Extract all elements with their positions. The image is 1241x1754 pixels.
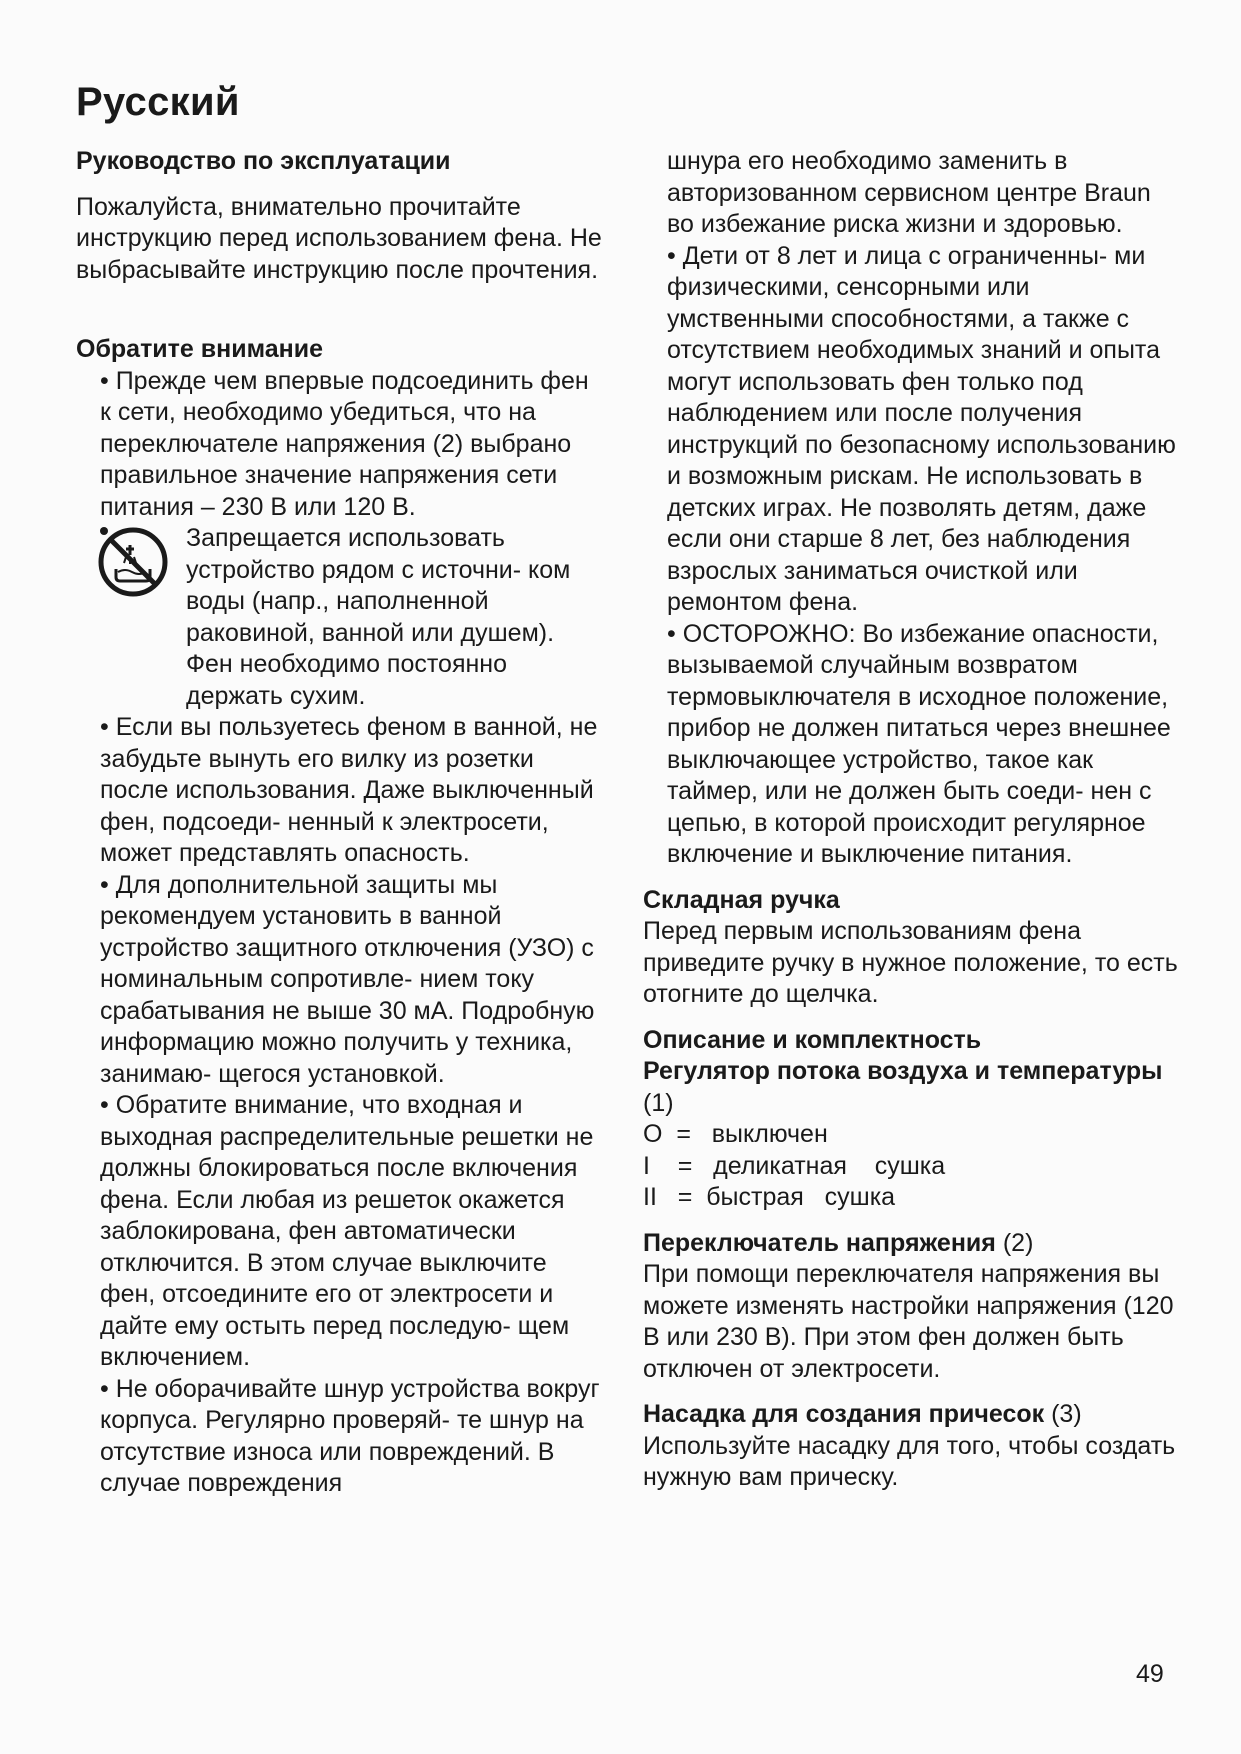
list-item: • Для дополнительной защиты мы рекомендуем установить в ванной устройство защитного отключения (УЗО) с номинальным сопротивле- нием току срабатывания не выше 30 мА. Подробную информацию можно получить у техника, занимаю- щегося установкой.	[100, 870, 606, 1091]
airflow-ref: (1)	[643, 1088, 674, 1117]
list-item: • Если вы пользуетесь феном в ванной, не забудьте вынуть его вилку из розетки после использования. Даже выключенный фен, подсоеди- ненный к электросети, может представлять опасность.	[100, 712, 606, 870]
safety-list	[76, 366, 606, 524]
list-item: • ОСТОРОЖНО: Во избежание опасности, вызываемой случайным возвратом термовыключателя в исходное положение, прибор не должен питаться через внешнее выключающее устройство, такое как таймер, или не должен быть соеди- нен с цепью, в которой происходит регулярное включение и выключение питания.	[667, 619, 1183, 871]
water-warning	[100, 523, 606, 712]
voltage-heading-line	[643, 1228, 1183, 1260]
handle-heading: Складная ручка	[643, 885, 840, 914]
position-fast: II = быстрая сушка	[643, 1183, 896, 1211]
attention-heading: Обратите внимание	[76, 335, 324, 363]
airflow-heading-line	[643, 1056, 1183, 1119]
left-column	[76, 146, 606, 1500]
warning-text: Запрещается использовать устройство рядом с источни- ком воды (напр., наполненной раковиной, ванной или душем). Фен необходимо постоянно держать сухим.	[186, 524, 571, 710]
manual-title: Руководство по эксплуатации	[76, 147, 451, 175]
list-item: • Обратите внимание, что входная и выходная распределительные решетки не должны блокироваться после включения фена. Если любая из решеток окажется заблокирована, фен автоматически отключится. В этом случае выключите фен, отсоедините его от электросети и дайте ему остыть перед последую- щем включением.	[100, 1090, 606, 1374]
page-number: 49	[1136, 1660, 1164, 1688]
right-column	[643, 146, 1183, 1494]
list-item-continued: шнура его необходимо заменить в авторизованном сервисном центре Braun во избежание риска жизни и здоровью.	[667, 147, 1151, 238]
positions-list	[643, 1119, 1183, 1214]
description-heading: Описание и комплектность	[643, 1025, 982, 1054]
nozzle-text: Используйте насадку для того, чтобы создать нужную вам прическу.	[643, 1431, 1176, 1491]
handle-text: Перед первым использованиям фена приведите ручку в нужное положение, то есть отогните до щелчка.	[643, 917, 1178, 1008]
language-title: Русский	[76, 80, 240, 124]
position-gentle: I = деликатная сушка	[643, 1151, 946, 1180]
voltage-heading: Переключатель напряжения	[643, 1228, 996, 1257]
position-off: O = выключен	[643, 1120, 828, 1148]
nozzle-ref: (3)	[1051, 1400, 1082, 1428]
no-water-icon	[96, 525, 170, 599]
voltage-ref: (2)	[1002, 1228, 1034, 1257]
airflow-heading: Регулятор потока воздуха и температуры	[643, 1057, 1163, 1085]
voltage-text: При помощи переключателя напряжения вы можете изменять настройки напряжения (120 В или 230 В). При этом фен должен быть отключен от электросети.	[643, 1260, 1174, 1383]
nozzle-heading: Насадка для создания причесок	[643, 1400, 1045, 1428]
list-item: • Дети от 8 лет и лица с ограниченны- ми физическими, сенсорными или умственными способностями, а также с отсутствием необходимых знаний и опыта могут использовать фен только под наблюдением или после получения инструкций по безопасному использованию и возможным рискам. Не использовать в детских играх. Не позволять детям, даже если они старше 8 лет, без наблюдения взрослых заниматься очисткой или ремонтом фена.	[667, 241, 1183, 619]
list-item: • Прежде чем впервые подсоединить фен к сети, необходимо убедиться, что на переключателе напряжения (2) выбрано правильное значение напряжения сети питания – 230 В или 120 В.	[100, 366, 606, 524]
intro-paragraph: Пожалуйста, внимательно прочитайте инструкцию перед использованием фена. Не выбрасывайте инструкцию после прочтения.	[76, 192, 602, 284]
list-item: • Не оборачивайте шнур устройства вокруг корпуса. Регулярно проверяй- те шнур на отсутствие износа или повреждений. В случае повреждения	[100, 1374, 606, 1500]
nozzle-heading-line	[643, 1399, 1183, 1431]
